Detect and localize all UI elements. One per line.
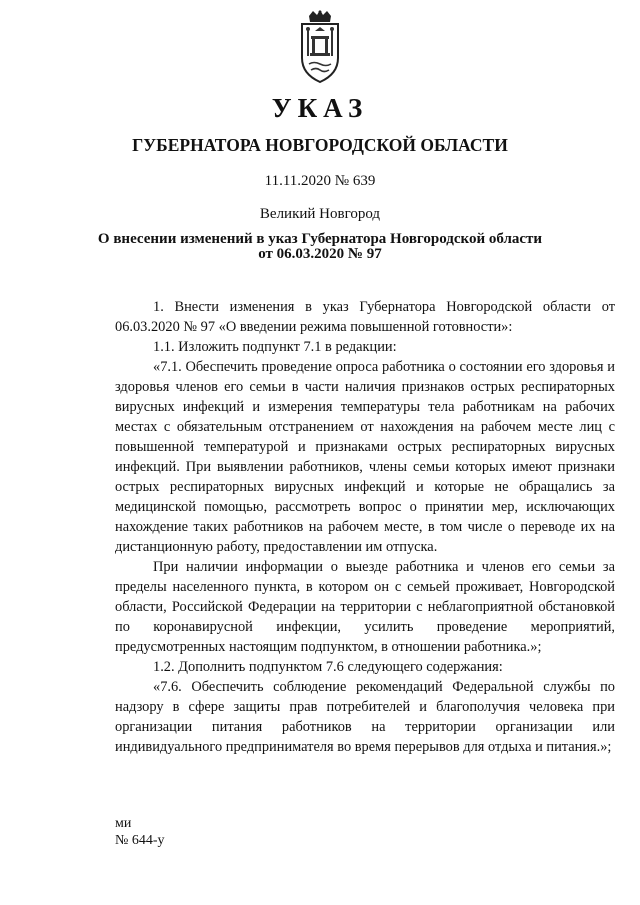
registration-number: № 644-у [115,833,165,848]
subject-line-1: О внесении изменений в указ Губернатора Новгородской области [97,231,543,247]
document-body [115,297,615,757]
paragraph: При наличии информации о выезде работника и членов его семьи за пределы населенного пункта, в котором он с семьей проживает, Новгородской области, Российской Федерации на территории с неблагоприятной обстановкой по коронавирусной инфекции, усилить проведение мероприятий, предусмотренных настоящим подпунктом, в отношении работника.»; [115,559,615,655]
paragraph: «7.1. Обеспечить проведение опроса работника о состоянии его здоровья и здоровья членов его семьи в части наличия признаков острых респираторных вирусных инфекций и измерения температуры тела работникам на рабочих местах с обязательным отстранением от нахождения на рабочем месте лиц с повышенной температурой и признаками острых респираторных вирусных инфекций. При выявлении работников, члены семьи которых имеют признаки острых респираторных вирусных инфекций и которые не обращались за медицинской помощью, рассмотреть вопрос о принятии мер, исключающих нахождение таких работников на рабочем месте, в том числе о переводе их на дистанционную работу, предоставлении им отпуска. [115,359,615,555]
document-subject [0,232,640,262]
paragraph: «7.6. Обеспечить соблюдение рекомендаций Федеральной службы по надзору в сфере защиты прав потребителей и благополучия человека при организации питания работников на территории организации или индивидуального предпринимателя во время перерывов для отдыха и питания.»; [115,679,615,755]
paragraph: 1.2. Дополнить подпунктом 7.6 следующего содержания: [153,659,503,675]
executor-initials: ми [115,816,132,831]
issuer-title: ГУБЕРНАТОРА НОВГОРОДСКОЙ ОБЛАСТИ [132,135,508,155]
subject-line-2: от 06.03.2020 № 97 [258,246,382,262]
date-number: 11.11.2020 № 639 [264,173,376,189]
city: Великий Новгород [259,206,381,222]
coat-of-arms-icon [297,10,343,84]
paragraph: 1. Внести изменения в указ Губернатора Новгородской области от 06.03.2020 № 97 «О введении режима повышенной готовности»: [115,299,615,335]
paragraph: 1.1. Изложить подпункт 7.1 в редакции: [153,339,397,355]
footer [115,815,165,849]
document-type-title: УКАЗ [271,93,369,123]
